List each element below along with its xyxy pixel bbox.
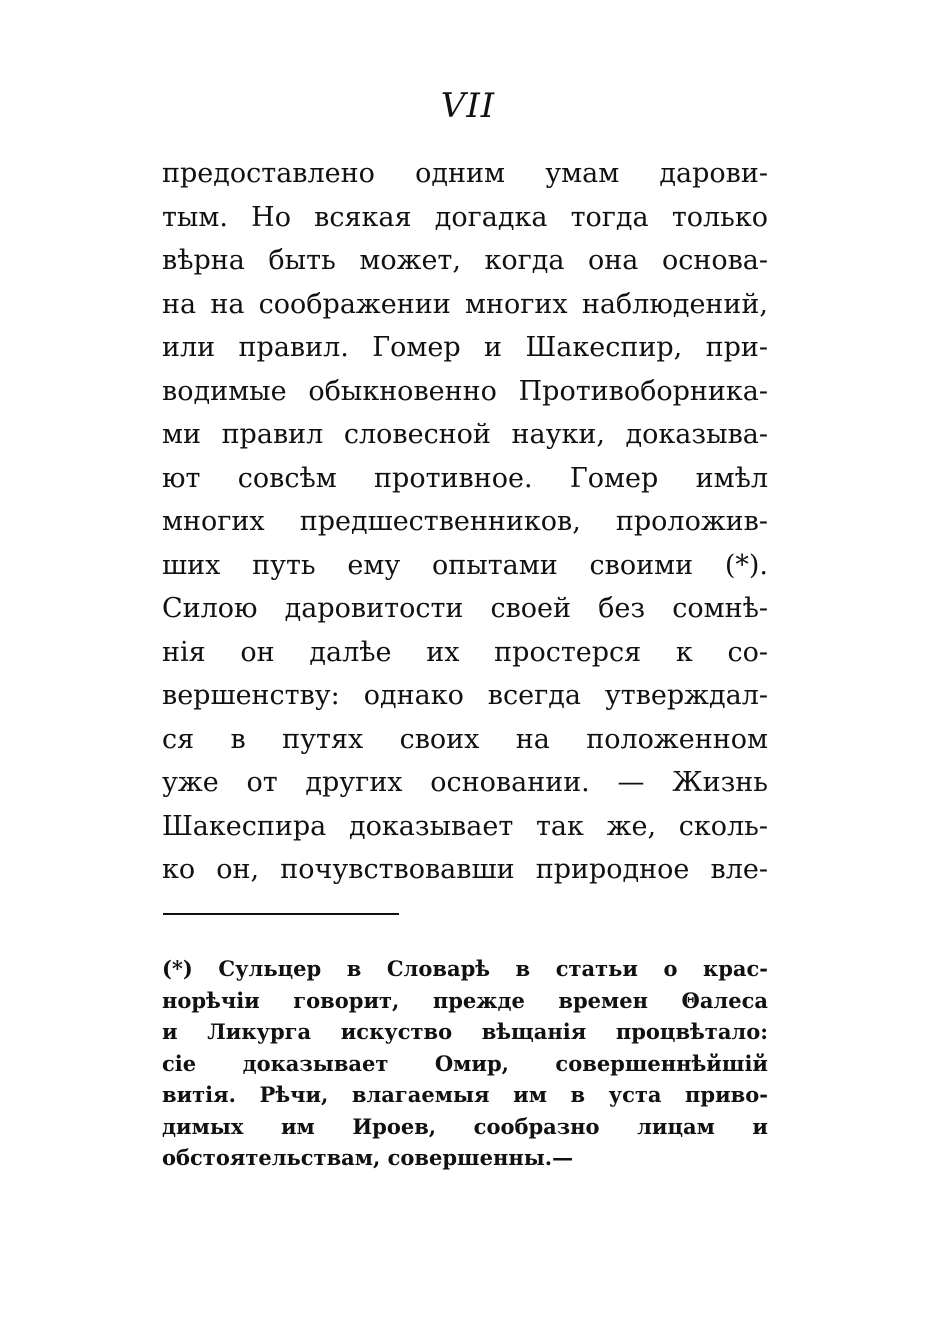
footnote-line: димых им Ироев, сообразно лицам и	[162, 1113, 768, 1139]
text-line: вершенству: однако всегда утверждал-	[162, 680, 768, 711]
footnote-line: обстоятельствам, совершенны.—	[162, 1145, 574, 1170]
main-text	[162, 152, 768, 892]
text-line: ших путь ему опытами своими (*).	[162, 549, 768, 581]
text-line: ся в путях своих на положенном	[162, 723, 768, 755]
footnote-rule	[163, 913, 399, 915]
text-line: или правил. Гомер и Шакеспир, при-	[162, 332, 768, 363]
footnote	[162, 953, 768, 1174]
text-line: нія он далѣе их простерся к со-	[162, 636, 768, 668]
footnote-line: сіе доказывает Омир, совершеннѣйшій	[162, 1050, 768, 1076]
text-line: многих предшественников, проложив-	[162, 506, 768, 537]
text-line: ми правил словесной науки, доказыва-	[162, 419, 768, 450]
page-number: VII	[440, 86, 496, 126]
text-line: Шакеспира доказывает так же, сколь-	[162, 810, 768, 842]
text-line: на на соображении многих наблюдений,	[162, 288, 768, 320]
text-line: водимые обыкновенно Противоборника-	[162, 375, 768, 407]
footnote-line: и Ликурга искуство вѣщанія процвѣтало:	[162, 1019, 768, 1044]
text-line: ко он, почувствовавши природное вле-	[162, 854, 768, 885]
text-line: уже от других основании. — Жизнь	[162, 767, 768, 798]
footnote-line: (*) Сульцер в Словарѣ в статьи о крас-	[162, 956, 768, 981]
text-line: Силою даровитости своей без сомнѣ-	[162, 593, 768, 624]
footnote-line: витія. Рѣчи, влагаемыя им в уста приво-	[162, 1082, 768, 1107]
text-line: ют совсѣм противное. Гомер имѣл	[162, 462, 768, 494]
text-line: предоставлено одним умам дарови-	[162, 158, 768, 189]
text-line: вѣрна быть может, когда она основа-	[162, 245, 768, 276]
footnote-line: норѣчіи говорит, прежде времен Θалеса	[162, 987, 768, 1013]
text-line: тым. Но всякая догадка тогда только	[162, 201, 768, 233]
